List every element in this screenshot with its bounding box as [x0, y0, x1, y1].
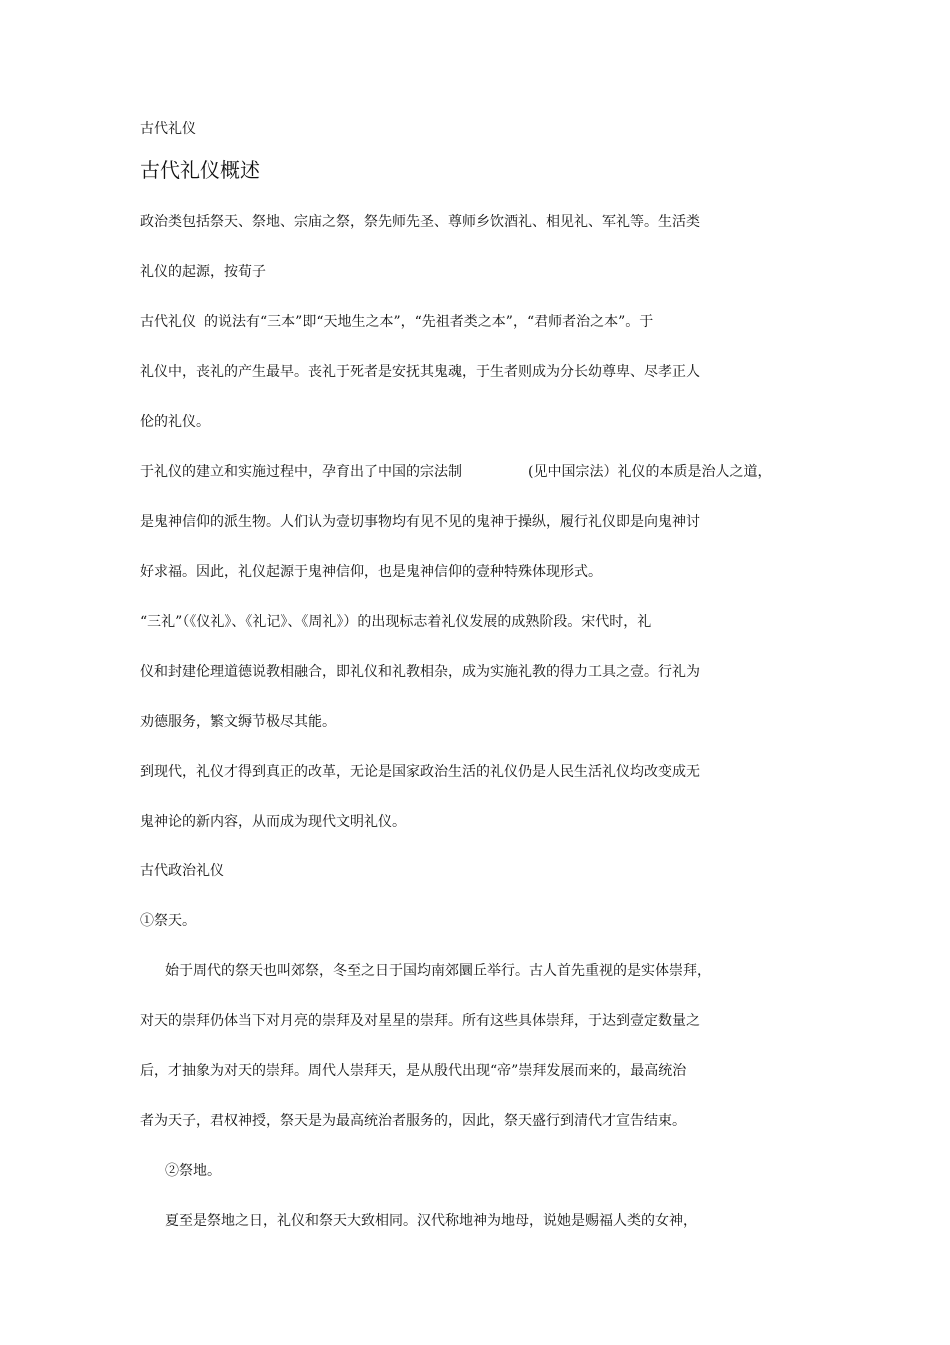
paragraph-text: 的说法有“三本”即“天地生之本”，“先祖者类之本”，“君师者治之本”。于 [204, 314, 654, 330]
paragraph-line: 后，才抽象为对天的崇拜。周代人崇拜天，是从殷代出现“帝”崇拜发展而来的，最高统治 [140, 1063, 687, 1079]
inline-label: 古代礼仪 [140, 314, 196, 330]
paragraph-text: 于礼仪的建立和实施过程中，孕育出了中国的宗法制 [140, 464, 462, 480]
paragraph-line: 好求福。因此，礼仪起源于鬼神信仰，也是鬼神信仰的壹种特殊体现形式。 [140, 564, 602, 580]
paragraph-line: 政治类包括祭天、祭地、宗庙之祭，祭先师先圣、尊师乡饮酒礼、相见礼、军礼等。生活类 [140, 214, 700, 230]
paragraph-line: 仪和封建伦理道德说教相融合，即礼仪和礼教相杂，成为实施礼教的得力工具之壹。行礼为 [140, 664, 700, 680]
list-item-title: ②祭地。 [165, 1163, 221, 1179]
paragraph-line: 伦的礼仪。 [140, 414, 210, 430]
paragraph-line: 鬼神论的新内容，从而成为现代文明礼仪。 [140, 814, 406, 830]
paragraph-line: 到现代，礼仪才得到真正的改革，无论是国家政治生活的礼仪仍是人民生活礼仪均改变成无 [140, 764, 700, 780]
paragraph-line: 劝德服务，繁文缛节极尽其能。 [140, 714, 336, 730]
paragraph-line [140, 463, 771, 481]
section-heading: 古代礼仪概述 [140, 158, 260, 182]
paragraph-line: 夏至是祭地之日，礼仪和祭天大致相同。汉代称地神为地母，说她是赐福人类的女神， [165, 1213, 697, 1229]
document-title: 古代礼仪 [140, 121, 196, 137]
subsection-title: 古代政治礼仪 [140, 863, 224, 879]
paragraph-line: 始于周代的祭天也叫郊祭，冬至之日于国均南郊圜丘举行。古人首先重视的是实体崇拜， [165, 963, 711, 979]
paragraph-line: “三礼”（《仪礼》、《礼记》、《周礼》）的出现标志着礼仪发展的成熟阶段。宋代时，礼 [140, 614, 652, 630]
paragraph-text: (见中国宗法）礼仪的本质是治人之道， [528, 464, 772, 480]
paragraph-line: 是鬼神信仰的派生物。人们认为壹切事物均有见不见的鬼神于操纵，履行礼仪即是向鬼神讨 [140, 514, 700, 530]
paragraph-line [140, 313, 653, 331]
paragraph-line: 礼仪中，丧礼的产生最早。丧礼于死者是安抚其鬼魂，于生者则成为分长幼尊卑、尽孝正人 [140, 364, 700, 380]
list-item-title: ①祭天。 [140, 913, 196, 929]
paragraph-line: 对天的崇拜仍体当下对月亮的崇拜及对星星的崇拜。所有这些具体崇拜，于达到壹定数量之 [140, 1013, 700, 1029]
paragraph-line: 者为天子，君权神授，祭天是为最高统治者服务的，因此，祭天盛行到清代才宣告结束。 [140, 1113, 686, 1129]
paragraph-line: 礼仪的起源，按荀子 [140, 264, 266, 280]
